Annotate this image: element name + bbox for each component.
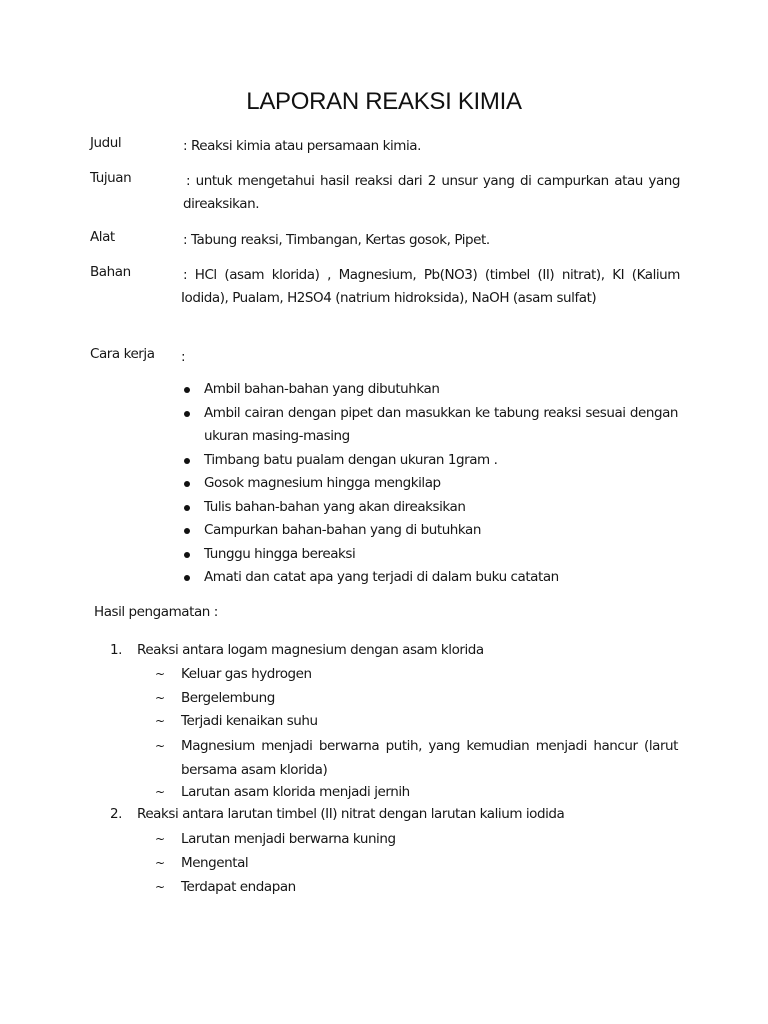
bullet-icon xyxy=(184,481,190,487)
field-value: : Reaksi kimia atau persamaan kimia. xyxy=(183,138,421,154)
document-page: LAPORAN REAKSI KIMIA Judul : Reaksi kimia atau persamaan kimia. Tujuan : untuk mengetahui hasil reaksi dari 2 unsur yang di campurkan atau yang direaksikan. Alat : Tabung reaksi, Timbangan, Kertas gosok, Pipet. Bahan : HCl (asam klorida) , Magnesium, Pb(NO3) (timbel (II) nitrat), KI (Kalium Iodida), Pualam, H2SO4 (natrium hidroksida), NaOH (asam sulfat) Cara kerja : Ambil bahan-bahan yang dibutuhkan Ambil cairan dengan pipet dan masukkan ke tabung reaksi sesuai dengan ukuran masing-masing Timbang batu pualam dengan ukuran 1gram . Gosok magnesium hingga mengkilap Tulis bahan-bahan yang akan direaksikan Campurkan bahan-bahan yang di butuhkan Tunggu hingga bereaksi Amati dan catat apa yang terjadi di dalam buku catatan Hasil pengamatan : 1. Reaksi antara logam magnesium dengan asam klorida ~ Keluar gas hydrogen ~ Bergelembung ~ Terjadi kenaikan suhu ~ Magnesium menjadi berwarna putih, yang kemudian menjadi hancur (larut bersama asam klorida) ~ Larutan asam klorida menjadi jernih 2. Reaksi antara larutan timbel (II) nitrat dengan larutan kalium iodida ~ Larutan menjadi berwarna kuning ~ Mengental ~ Terdapat endapan xyxy=(0,0,768,1024)
bullet-icon xyxy=(184,387,190,393)
list-item: Ambil bahan-bahan yang dibutuhkan xyxy=(181,378,678,402)
field-value: : untuk mengetahui hasil reaksi dari 2 unsur yang di campurkan atau yang direaksikan. xyxy=(183,173,680,212)
list-item: Gosok magnesium hingga mengkilap xyxy=(181,472,678,496)
list-item: Campurkan bahan-bahan yang di butuhkan xyxy=(181,519,678,543)
field-value: : HCl (asam klorida) , Magnesium, Pb(NO3) (timbel (II) nitrat), KI (Kalium Iodida), Pualam, H2SO4 (natrium hidroksida), NaOH (asam sulfat) xyxy=(181,267,680,306)
field-value: : xyxy=(181,349,186,365)
tilde-bullet-icon: ~ xyxy=(155,691,165,705)
list-number: 1. xyxy=(110,642,122,658)
list-item: Timbang batu pualam dengan ukuran 1gram . xyxy=(181,449,678,473)
list-item: Amati dan catat apa yang terjadi di dalam buku catatan xyxy=(181,566,678,590)
list-number: 2. xyxy=(110,806,122,822)
hasil-pengamatan-heading: Hasil pengamatan : xyxy=(94,604,218,620)
bullet-icon xyxy=(184,552,190,558)
tilde-bullet-icon: ~ xyxy=(155,667,165,681)
field-label: Tujuan xyxy=(90,170,132,186)
tilde-bullet-icon: ~ xyxy=(155,739,165,753)
tilde-bullet-icon: ~ xyxy=(155,880,165,894)
field-label: Judul xyxy=(90,135,122,151)
document-title: LAPORAN REAKSI KIMIA xyxy=(246,88,522,115)
tilde-bullet-icon: ~ xyxy=(155,832,165,846)
cara-kerja-list xyxy=(181,378,678,590)
observation-heading: Reaksi antara larutan timbel (II) nitrat dengan larutan kalium iodida xyxy=(137,806,565,822)
bullet-icon xyxy=(184,575,190,581)
tilde-bullet-icon: ~ xyxy=(155,856,165,870)
observation-heading: Reaksi antara logam magnesium dengan asam klorida xyxy=(137,642,484,658)
list-item: Ambil cairan dengan pipet dan masukkan ke tabung reaksi sesuai dengan ukuran masing-masing xyxy=(181,402,678,449)
field-label: Bahan xyxy=(90,264,131,280)
bullet-icon xyxy=(184,528,190,534)
field-label: Cara kerja xyxy=(90,346,155,362)
bullet-icon xyxy=(184,505,190,511)
field-value: : Tabung reaksi, Timbangan, Kertas gosok, Pipet. xyxy=(183,232,490,248)
bullet-icon xyxy=(184,458,190,464)
list-item: Tulis bahan-bahan yang akan direaksikan xyxy=(181,496,678,520)
bullet-icon xyxy=(184,411,190,417)
tilde-bullet-icon: ~ xyxy=(155,714,165,728)
list-item: Tunggu hingga bereaksi xyxy=(181,543,678,567)
tilde-bullet-icon: ~ xyxy=(155,785,165,799)
field-label: Alat xyxy=(90,229,115,245)
